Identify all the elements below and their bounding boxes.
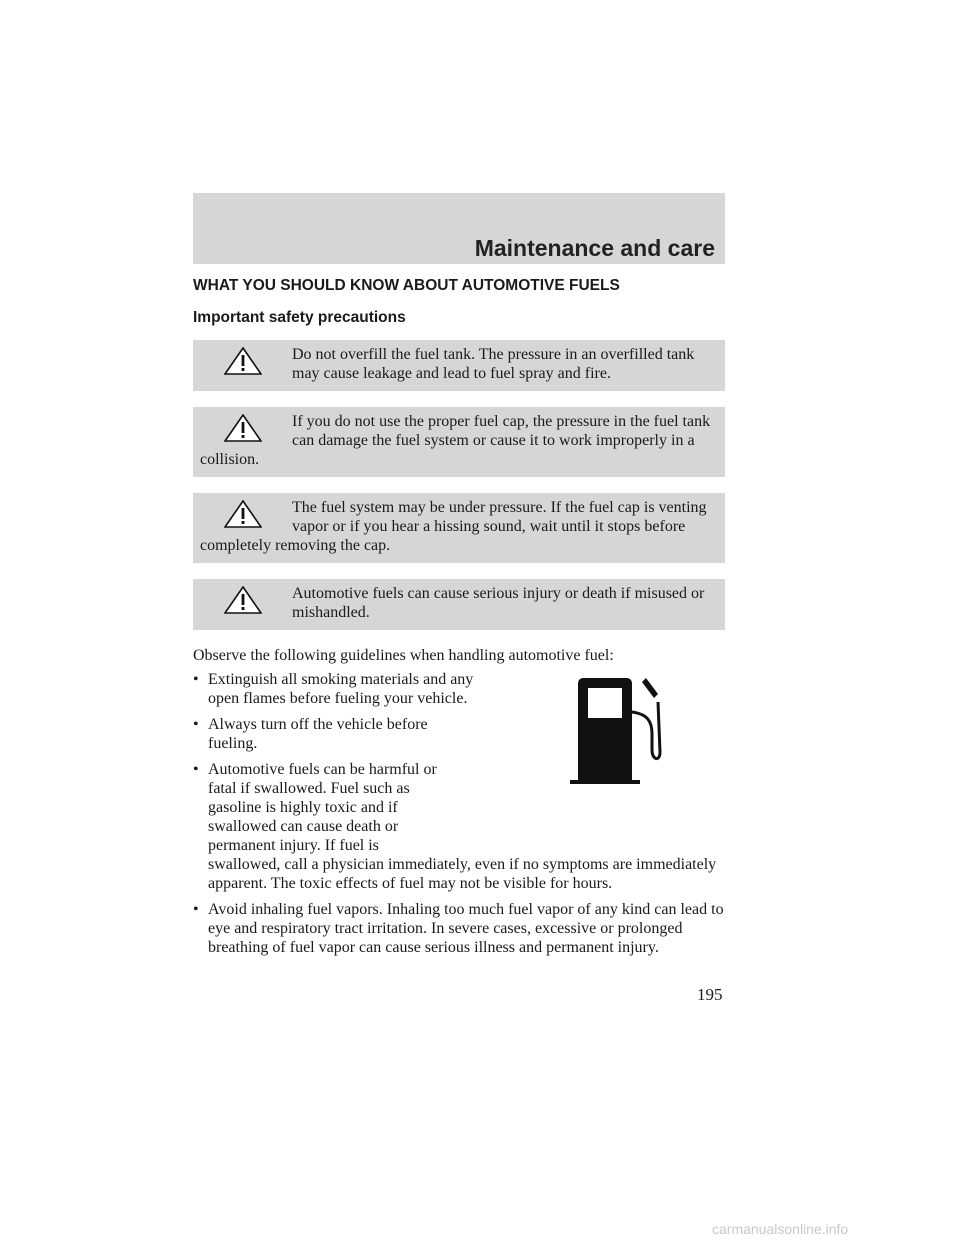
warning-box-2: [193, 407, 725, 477]
warning-triangle-icon: [224, 586, 262, 614]
warning-triangle-icon: [224, 414, 262, 442]
fuel-pump-icon: [568, 672, 670, 787]
list-item: [193, 900, 725, 957]
chapter-title: Maintenance and care: [474, 235, 715, 261]
warning-triangle-icon: [224, 347, 262, 375]
warning-text: The fuel system may be under pressure. If the fuel cap is venting vapor or if you hear a hissing sound, wait until it stops before completely removing the cap.: [200, 499, 707, 554]
warning-box-3: [193, 493, 725, 563]
warning-text: Do not overfill the fuel tank. The pressure in an overfilled tank may cause leakage and lead to fuel spray and fire.: [292, 346, 695, 382]
page-number: 195: [697, 985, 723, 1004]
bullet: •: [193, 716, 199, 733]
list-item-text: Extinguish all smoking materials and any open flames before fueling your vehicle.: [208, 671, 474, 707]
warning-text: If you do not use the proper fuel cap, the pressure in the fuel tank can damage the fuel system or cause it to work improperly in a collision.: [200, 413, 711, 468]
list-item-text: Avoid inhaling fuel vapors. Inhaling too much fuel vapor of any kind can lead to eye and respiratory tract irritation. In severe cases, excessive or prolonged breathing of fuel vapor can cause serious illness and permanent injury.: [208, 901, 724, 956]
warning-triangle-icon: [224, 500, 262, 528]
warning-text: Automotive fuels can cause serious injury or death if misused or mishandled.: [292, 585, 705, 621]
warning-box-1: [193, 340, 725, 391]
bullet: •: [193, 901, 199, 918]
warning-box-4: [193, 579, 725, 630]
bullet: •: [193, 761, 199, 778]
intro-text: Observe the following guidelines when handling automotive fuel:: [193, 647, 614, 664]
section-heading: WHAT YOU SHOULD KNOW ABOUT AUTOMOTIVE FUELS: [193, 277, 620, 294]
watermark: carmanualsonline.info: [712, 1221, 849, 1237]
bullet: •: [193, 671, 199, 688]
sub-heading: Important safety precautions: [193, 309, 406, 326]
list-item-text-continued: swallowed, call a physician immediately, even if no symptoms are immediately apparent. The toxic effects of fuel may not be visible for hours.: [208, 856, 717, 892]
list-item-text: Automotive fuels can be harmful or fatal if swallowed. Fuel such as gasoline is highly toxic and if swallowed can cause death or permanent injury. If fuel is: [208, 761, 437, 854]
list-item-text: Always turn off the vehicle before fueling.: [208, 716, 428, 752]
header-band: [193, 193, 725, 264]
page-content: [193, 276, 725, 964]
